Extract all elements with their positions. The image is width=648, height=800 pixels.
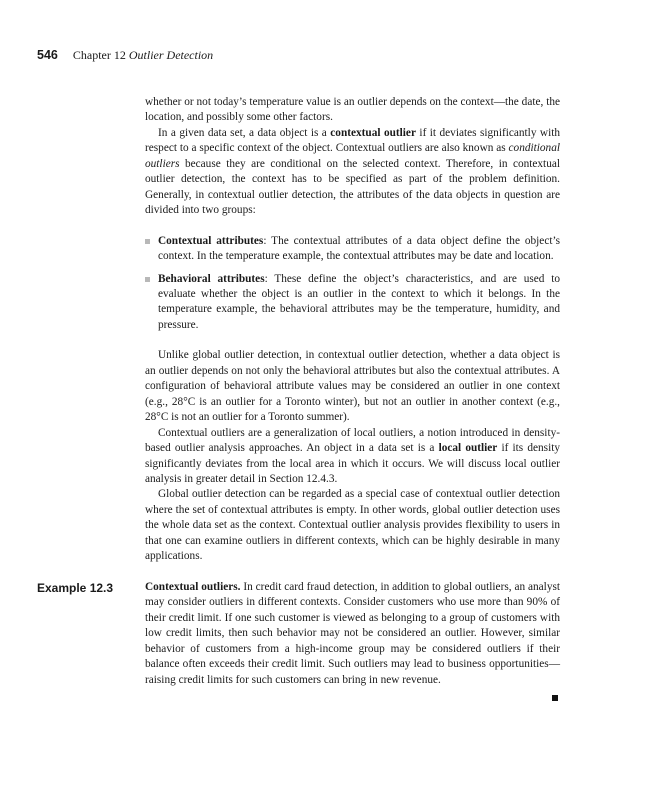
example-text: In credit card fraud detection, in addition to global outliers, an analyst may consider outliers in different contexts. Consider customers who use more than 90% of their credit limit. If one such customer is viewed as belonging to a group of customers with low credit limits, then such behavior may not be considered an outlier. However, similar behavior of customers from a high-income group may be considered outliers if their balance often exceeds their credit limit. Such outliers may lead to business opportunities—raising credit limits for such customers can bring in new revenue.	[145, 581, 560, 686]
term-behavioral-attributes: Behavioral attributes	[158, 272, 265, 285]
attribute-list	[145, 234, 560, 334]
example-block	[145, 580, 560, 688]
list-item-text: : These define the object’s characteristics, and are used to evaluate whether the object is an outlier in the context to which it belongs. In the temperature example, the behavioral attributes may be the temperature, humidity, and pressure.	[158, 272, 560, 331]
running-head	[37, 48, 213, 62]
page-number: 546	[37, 48, 58, 62]
term-contextual-attributes: Contextual attributes	[158, 234, 264, 247]
chapter-title: Outlier Detection	[128, 48, 214, 62]
text-span: if its density significantly deviates from the local area in which it occurs. We will discuss local outlier analysis in greater detail in Section 12.4.3.	[145, 442, 560, 485]
term-conditional-outliers: conditional outliers	[145, 142, 560, 170]
paragraph-contextual-outlier	[145, 126, 560, 219]
term-local-outlier: local outlier	[438, 442, 498, 455]
paragraph-continuation: whether or not today’s temperature value is an outlier depends on the context—the date, the location, and possibly some other factors.	[145, 96, 560, 124]
paragraph-local-outliers	[145, 426, 560, 488]
list-item-text: : The contextual attributes of a data object define the object’s context. In the temperature example, the contextual attributes may be date and location.	[158, 234, 561, 263]
paragraph-unlike-global: Unlike global outlier detection, in contextual outlier detection, whether a data object is an outlier depends on not only the behavioral attributes but also the contextual attributes. A configuration of behavioral attribute values may be considered an outlier in one context (e.g., 28°C is an outlier for a Toronto winter), but not an outlier in another context (e.g., 28°C is not an outlier for a Toronto summer).	[145, 349, 560, 424]
bullet-icon	[145, 277, 150, 282]
term-contextual-outlier: contextual outlier	[330, 126, 416, 139]
paragraph-global-special-case: Global outlier detection can be regarded as a special case of contextual outlier detection where the set of contextual attributes is empty. In other words, global outlier detection uses the whole data set as the context. Contextual outlier analysis provides flexibility to users in that one can examine outliers in different contexts, which can be highly desirable in many applications.	[145, 488, 560, 563]
bullet-icon	[145, 239, 150, 244]
text-span: if it deviates significantly with respect to a specific context of the object. Contextual outliers are also known as	[145, 126, 561, 155]
text-span: because they are conditional on the selected context. Therefore, in contextual outlier detection, the context has to be specified as part of the problem definition. Generally, in contextual outlier detection, the attributes of the data objects in question are divided into two groups:	[145, 157, 560, 217]
end-of-example-icon	[552, 695, 558, 701]
example-title: Contextual outliers.	[145, 581, 241, 593]
example-label: Example 12.3	[37, 581, 114, 595]
list-item	[145, 234, 560, 265]
body-text	[145, 95, 560, 565]
text-span: Contextual outliers are a generalization of local outliers, a notion introduced in density-based outlier analysis approaches. An object in a data set is a	[145, 426, 560, 455]
chapter-label: Chapter 12	[72, 48, 126, 62]
text-span: In a given data set, a data object is a	[158, 126, 331, 139]
list-item	[145, 272, 560, 334]
